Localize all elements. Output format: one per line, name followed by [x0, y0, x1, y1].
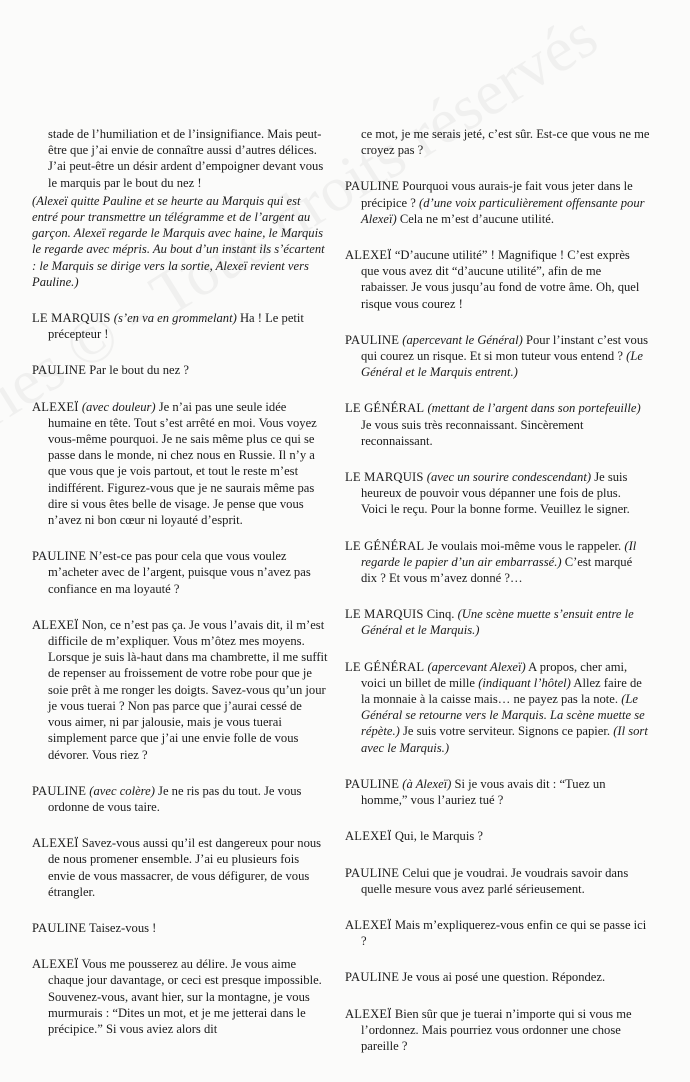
speaker-name: PAULINE: [32, 920, 87, 935]
speaker-name: LE MARQUIS: [345, 607, 424, 622]
stage-direction: (mettant de l’argent dans son portefeuille): [427, 401, 641, 416]
dialogue-line: [32, 920, 328, 936]
dialogue-text: Je suis votre serviteur. Signons ce papier.: [402, 724, 611, 739]
dialogue-text: Allez faire de la monnaie à la caisse mais… ne payez pas la note.: [361, 675, 642, 707]
right-column: [345, 126, 650, 1074]
stage-direction: (avec colère): [89, 783, 155, 798]
speaker-name: PAULINE: [345, 776, 400, 791]
dialogue-line: [32, 617, 328, 763]
speaker-name: PAULINE: [345, 179, 400, 194]
stage-direction: (à Alexeï): [402, 776, 452, 791]
dialogue-line: [32, 783, 328, 815]
stage-direction: (s’en va en grommelant): [113, 311, 237, 326]
dialogue-text: Qui, le Marquis ?: [394, 829, 483, 844]
dialogue-text: Je vous suis très reconnaissant. Sincèrement reconnaissant.: [361, 417, 584, 448]
speaker-name: ALEXEÏ: [32, 617, 79, 632]
dialogue-text: Ha ! Le petit précepteur !: [48, 311, 304, 342]
speaker-name: PAULINE: [345, 865, 400, 880]
dialogue-text: Je n’ai pas une seule idée humaine en tête. Tout s’est arrêté en moi. Vous voyez vous-même pourquoi. Je ne sais même plus ce qui se passe dans le monde, ni chez nous en Russie. Il n’y a que vous que je vois partout, et tout le reste m’est indifférent. Figurez-vous que je ne saurais même pas dire si vous êtes belle de visage. Je pense que vous n’avez ni bon cœur ni loyauté d’esprit.: [48, 399, 317, 528]
dialogue-text: stade de l’humiliation et de l’insignifiance. Mais peut-être que j’ai envie de connaître aussi d’autres délices. J’ai peut-être un désir ardent d’empoigner devant vous le marquis par le bout du nez !: [48, 127, 324, 190]
continued-text: [32, 126, 328, 191]
speaker-name: LE GÉNÉRAL: [345, 401, 425, 416]
dialogue-text: Pour l’instant c’est vous qui courez un risque. Et si mon tuteur vous entend ?: [361, 332, 649, 364]
stage-direction: (Une scène muette s’ensuit entre le Général et le Marquis.): [361, 607, 634, 638]
dialogue-text: Celui que je voudrai. Je voudrais savoir dans quelle mesure vous avez parlé sérieusement.: [361, 865, 629, 896]
dialogue-text: Mais m’expliquerez-vous enfin ce qui se passe ici ?: [361, 917, 647, 949]
dialogue-line: [345, 400, 650, 449]
dialogue-line: [32, 835, 328, 900]
stage-direction: (Le Général se retourne vers le Marquis. La scène muette se répète.): [361, 692, 645, 739]
dialogue-line: [345, 247, 650, 312]
dialogue-line: [345, 828, 650, 844]
stage-direction: (indiquant l’hôtel): [478, 675, 571, 690]
dialogue-text: Par le bout du nez ?: [89, 363, 189, 378]
stage-direction: (apercevant Alexeï): [427, 659, 526, 674]
speaker-name: PAULINE: [345, 332, 400, 347]
stage-direction: (avec douleur): [81, 399, 156, 414]
stage-direction: (Il sort avec le Marquis.): [361, 724, 648, 755]
dialogue-line: [32, 548, 328, 597]
stage-direction: (d’une voix particulièrement offensante pour Alexeï): [361, 195, 645, 226]
dialogue-line: [345, 917, 650, 949]
stage-direction: (Le Général et le Marquis entrent.): [361, 349, 643, 380]
speaker-name: PAULINE: [32, 783, 87, 798]
speaker-name: ALEXEÏ: [32, 836, 79, 851]
dialogue-line: [345, 332, 650, 381]
dialogue-text: Taisez-vous !: [89, 920, 157, 935]
speaker-name: PAULINE: [345, 970, 400, 985]
dialogue-text: C’est marqué dix ? Et vous m’avez donné ?…: [361, 554, 633, 586]
dialogue-text: Je voulais moi-même vous le rappeler.: [427, 538, 622, 553]
dialogue-line: [345, 776, 650, 808]
dialogue-text: Pourquoi vous aurais-je fait vous jeter dans le précipice ?: [361, 179, 633, 210]
stage-direction: [32, 193, 328, 290]
dialogue-line: [32, 310, 328, 342]
dialogue-line: [32, 362, 328, 378]
dialogue-text: A propos, cher ami, voici un billet de mille: [361, 659, 628, 690]
dialogue-line: [32, 399, 328, 529]
speaker-name: ALEXEÏ: [32, 399, 79, 414]
continued-text: [345, 126, 650, 158]
dialogue-text: ce mot, je me serais jeté, c’est sûr. Est-ce que vous ne me croyez pas ?: [361, 127, 650, 158]
dialogue-text: Cela ne m’est d’aucune utilité.: [399, 211, 555, 226]
dialogue-text: N’est-ce pas pour cela que vous voulez m’acheter avec de l’argent, puisque vous n’avez pas confiance en ma loyauté ?: [48, 549, 311, 596]
speaker-name: LE MARQUIS: [345, 470, 424, 485]
dialogue-text: Je vous ai posé une question. Répondez.: [402, 970, 606, 985]
dialogue-text: Je ne ris pas du tout. Je vous ordonne de vous taire.: [48, 783, 302, 814]
dialogue-text: Je suis heureux de pouvoir vous dépanner une fois de plus. Voici le reçu. Pour la bonne forme. Veuillez le signer.: [361, 470, 630, 517]
speaker-name: PAULINE: [32, 363, 87, 378]
speaker-name: ALEXEÏ: [345, 1006, 392, 1021]
left-column: [32, 126, 328, 1057]
speaker-name: LE MARQUIS: [32, 311, 111, 326]
dialogue-text: Non, ce n’est pas ça. Je vous l’avais dit, il m’est difficile de m’expliquer. Vous m’ôtez mes moyens. Lorsque je suis là-haut dans ma chambrette, il me suffit de repenser au froissement de votre robe pour que je soie prêt à me ronger les doigts. Savez-vous qu’un jour je vous tuerai ? Non pas parce que j’aurai cessé de vous aimer, ni par jalousie, mais je vous tuerai simplement parce que j’ai une envie folle de vous dévorer. Vous riez ?: [48, 617, 328, 762]
speaker-name: ALEXEÏ: [32, 957, 79, 972]
speaker-name: LE GÉNÉRAL: [345, 538, 425, 553]
dialogue-line: [345, 659, 650, 756]
dialogue-text: Vous me pousserez au délire. Je vous aime chaque jour davantage, or ceci est presque impossible. Souvenez-vous, avant hier, sur la montagne, je vous murmurais : “Dites un mot, et je me jetterai dans le précipice.” Si vous aviez alors dit: [48, 957, 322, 1036]
dialogue-text: Cinq.: [426, 607, 455, 622]
dialogue-text: Si je vous avais dit : “Tuez un homme,” vous l’auriez tué ?: [361, 776, 606, 808]
dialogue-line: [345, 538, 650, 587]
speaker-name: ALEXEÏ: [345, 248, 392, 263]
dialogue-line: [32, 956, 328, 1037]
dialogue-line: [345, 1006, 650, 1055]
dialogue-text: Savez-vous aussi qu’il est dangereux pour nous de nous promener ensemble. J’ai eu plusieurs fois envie de vous massacrer, de vous défigurer, de vous étrangler.: [48, 836, 322, 899]
dialogue-line: [345, 178, 650, 227]
stage-direction: (apercevant le Général): [402, 332, 523, 347]
dialogue-line: [345, 469, 650, 518]
speaker-name: PAULINE: [32, 549, 87, 564]
dialogue-line: [345, 969, 650, 985]
speaker-name: ALEXEÏ: [345, 917, 392, 932]
dialogue-line: [345, 865, 650, 897]
speaker-name: LE GÉNÉRAL: [345, 659, 425, 674]
dialogue-text: Bien sûr que je tuerai n’importe qui si vous me l’ordonnez. Mais pourriez vous ordonner une chose pareille ?: [361, 1006, 632, 1053]
stage-direction: (avec un sourire condescendant): [426, 470, 592, 485]
dialogue-text: “D’aucune utilité” ! Magnifique ! C’est exprès que vous avez dit “d’aucune utilité”, afin de me rabaisser. Je vous jusqu’au fond de votre âme. Oh, quel risque vous courez !: [361, 248, 640, 311]
dialogue-line: [345, 606, 650, 638]
stage-direction-text: (Alexeï quitte Pauline et se heurte au Marquis qui est entré pour transmettre un télégramme et de l’argent au garçon. Alexeï regarde le Marquis avec haine, le Marquis le regarde avec mépris. Au bout d’un instant ils s’écartent : le Marquis se dirige vers la sortie, Alexeï revient vers Pauline.): [32, 193, 325, 289]
stage-direction: (Il regarde le papier d’un air embarrassé.): [361, 538, 637, 569]
speaker-name: ALEXEÏ: [345, 829, 392, 844]
